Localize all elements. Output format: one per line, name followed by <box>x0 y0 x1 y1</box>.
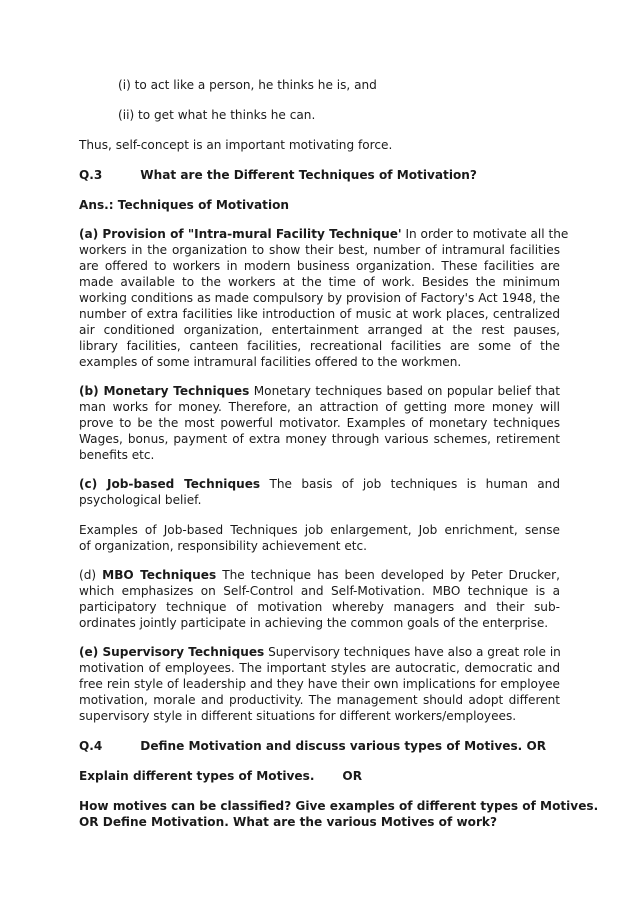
paragraph-d-line: participatory technique of motivation whereby managers and their sub- <box>79 600 560 614</box>
paragraph-a-line: working conditions as made compulsory by provision of Factory's Act 1948, the <box>79 291 560 305</box>
question-how-line: OR Define Motivation. What are the various Motives of work? <box>79 815 497 829</box>
paragraph-a-line: number of extra facilities like introduction of music at work places, centralized <box>79 307 560 321</box>
list-item-ii: (ii) to get what he thinks he can. <box>118 108 316 122</box>
paragraph-a-line: made available to the workers at the time of work. Besides the minimum <box>79 275 560 289</box>
paragraph-b-line: prove to be the most powerful motivator. Examples of monetary techniques <box>79 416 560 430</box>
paragraph-b-line: Wages, bonus, payment of extra money through various schemes, retirement <box>79 432 560 446</box>
paragraph-e-line: free rein style of leadership and they have their own implications for employee <box>79 677 560 691</box>
answer-heading: Ans.: Techniques of Motivation <box>79 198 290 212</box>
paragraph-self-concept: Thus, self-concept is an important motivating force. <box>79 138 393 152</box>
paragraph-a-line: air conditioned organization, entertainment arranged at the rest pauses, <box>79 323 560 337</box>
technique-label-a: (a) Provision of "Intra-mural Facility Technique' <box>79 227 402 241</box>
paragraph-a-line: are offered to workers in modern business organization. These facilities are <box>79 259 560 273</box>
paragraph-examples-line: Examples of Job-based Techniques job enlargement, Job enrichment, sense <box>79 523 560 537</box>
question-4 <box>79 738 546 754</box>
question-text: What are the Different Techniques of Motivation? <box>140 168 477 182</box>
question-explain: Explain different types of Motives. OR <box>79 769 363 783</box>
paragraph-e-line: motivation, morale and productivity. The management should adopt different <box>79 693 560 707</box>
paragraph-examples-line: of organization, responsibility achievement etc. <box>79 539 368 553</box>
paragraph-c-line: (c) Job-based Techniques The basis of job techniques is human and <box>79 477 560 491</box>
paragraph-b-line: (b) Monetary Techniques Monetary techniques based on popular belief that <box>79 384 561 398</box>
paragraph-d-line: ordinates jointly participate in achieving the common goals of the enterprise. <box>79 616 549 630</box>
paragraph-a-line: (a) Provision of "Intra-mural Facility Technique' In order to motivate all the <box>79 227 569 241</box>
question-text: Define Motivation and discuss various types of Motives. OR <box>140 739 547 753</box>
paragraph-b-line: man works for money. Therefore, an attraction of getting more money will <box>79 400 560 414</box>
question-3 <box>79 167 477 183</box>
list-item-i: (i) to act like a person, he thinks he is, and <box>118 78 377 92</box>
question-number: Q.3 <box>79 168 103 182</box>
question-how-line: How motives can be classified? Give examples of different types of Motives. <box>79 799 599 813</box>
paragraph-c-line: psychological belief. <box>79 493 202 507</box>
technique-label-b: (b) Monetary Techniques <box>79 384 250 398</box>
paragraph-d-line: (d) MBO Techniques The technique has been developed by Peter Drucker, <box>79 568 560 582</box>
paragraph-a-line: examples of some intramural facilities offered to the workmen. <box>79 355 462 369</box>
technique-label-c: (c) Job-based Techniques <box>79 477 261 491</box>
question-number: Q.4 <box>79 739 103 753</box>
paragraph-a-line: library facilities, canteen facilities, recreational facilities are some of the <box>79 339 560 353</box>
paragraph-e-line: (e) Supervisory Techniques Supervisory techniques have also a great role in <box>79 645 561 659</box>
paragraph-d-line: which emphasizes on Self-Control and Self-Motivation. MBO technique is a <box>79 584 560 598</box>
paragraph-e-line: motivation of employees. The important styles are autocratic, democratic and <box>79 661 560 675</box>
technique-label-d: MBO Techniques <box>102 568 217 582</box>
paragraph-e-line: supervisory style in different situations for different workers/employees. <box>79 709 517 723</box>
technique-label-e: (e) Supervisory Techniques <box>79 645 265 659</box>
paragraph-b-line: benefits etc. <box>79 448 155 462</box>
paragraph-a-line: workers in the organization to show their best, number of intramural facilities <box>79 243 560 257</box>
